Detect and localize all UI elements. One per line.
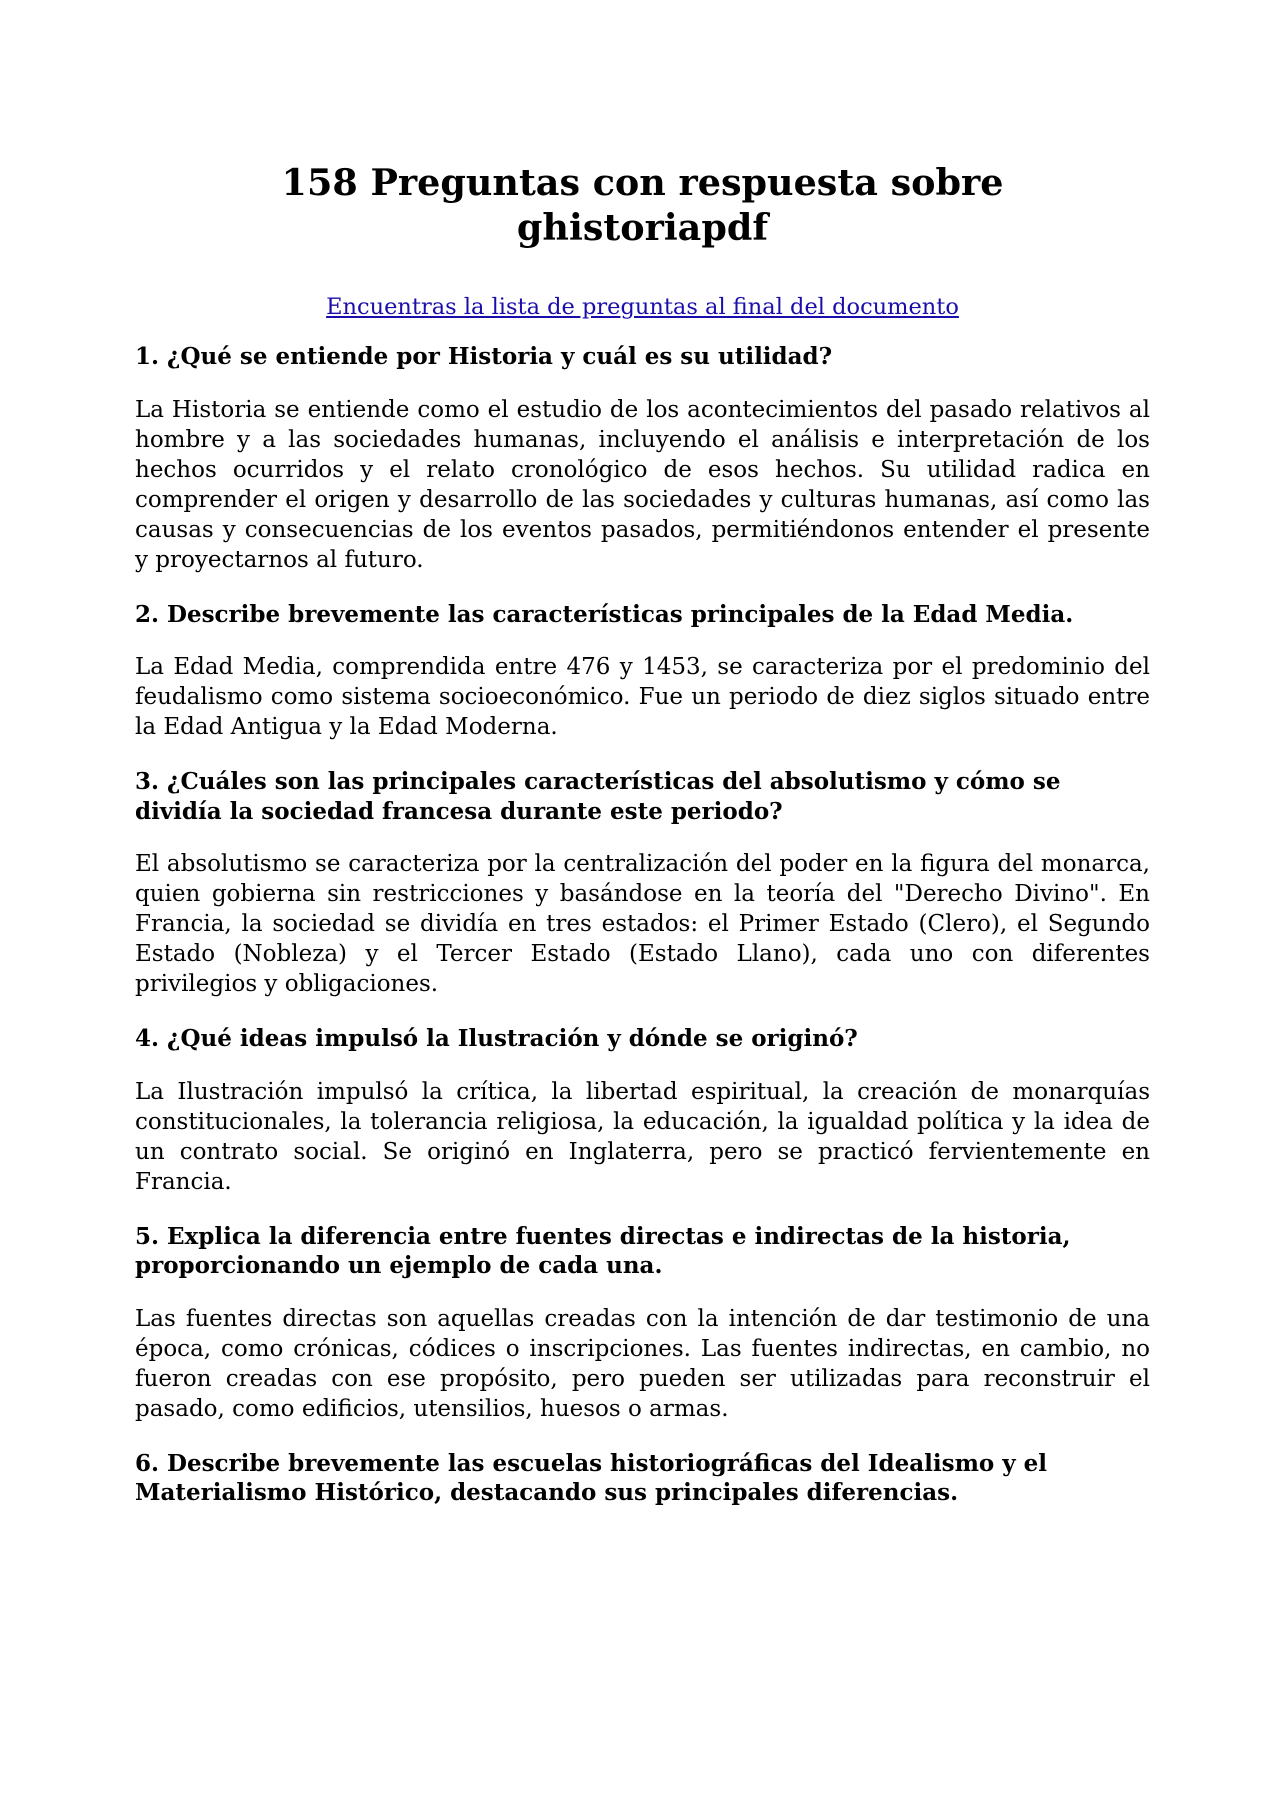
question-4: 4. ¿Qué ideas impulsó la Ilustración y dónde se originó? <box>135 1025 858 1052</box>
qa-item-5 <box>135 1222 1150 1424</box>
toc-link-container <box>135 292 1150 322</box>
question-1: 1. ¿Qué se entiende por Historia y cuál es su utilidad? <box>135 343 833 370</box>
question-2: 2. Describe brevemente las características principales de la Edad Media. <box>135 600 1074 628</box>
document-title <box>135 160 1150 250</box>
qa-item-3 <box>135 767 1150 999</box>
question-3: 3. ¿Cuáles son las principales características del absolutismo y cómo se dividía la sociedad francesa durante este periodo? <box>135 768 1061 825</box>
qa-item-6 <box>135 1449 1150 1508</box>
document-title-line-2: ghistoriapdf <box>516 206 769 249</box>
question-6: 6. Describe brevemente las escuelas historiográficas del Idealismo y el Materialismo Histórico, destacando sus principales diferencias. <box>135 1449 1047 1506</box>
question-5: 5. Explica la diferencia entre fuentes directas e indirectas de la historia, proporcionando un ejemplo de cada una. <box>135 1222 1071 1279</box>
answer-5: Las fuentes directas son aquellas creadas con la intención de dar testimonio de una época, como crónicas, códices o inscripciones. Las fuentes indirectas, en cambio, no fueron creadas con ese propósito, pero pueden ser utilizadas para reconstruir el pasado, como edificios, utensilios, huesos o armas. <box>135 1305 1150 1422</box>
answer-2: La Edad Media, comprendida entre 476 y 1453, se caracteriza por el predominio del feudalismo como sistema socioeconómico. Fue un periodo de diez siglos situado entre la Edad Antigua y la Edad Moderna. <box>135 654 1150 740</box>
document-page <box>135 160 1150 1508</box>
answer-4: La Ilustración impulsó la crítica, la libertad espiritual, la creación de monarquías constitucionales, la tolerancia religiosa, la educación, la igualdad política y la idea de un contrato social. Se originó en Inglaterra, pero se practicó fervientemente en Francia. <box>135 1078 1150 1195</box>
answer-3: El absolutismo se caracteriza por la centralización del poder en la figura del monarca, quien gobierna sin restricciones y basándose en la teoría del "Derecho Divino". En Francia, la sociedad se dividía en tres estados: el Primer Estado (Clero), el Segundo Estado (Nobleza) y el Tercer Estado (Estado Llano), cada uno con diferentes privilegios y obligaciones. <box>135 851 1150 997</box>
document-title-line-1: 158 Preguntas con respuesta sobre <box>281 161 1004 204</box>
qa-item-4 <box>135 1024 1150 1197</box>
qa-list <box>135 342 1150 1508</box>
qa-item-1 <box>135 342 1150 575</box>
qa-item-2 <box>135 600 1150 743</box>
answer-1: La Historia se entiende como el estudio de los acontecimientos del pasado relativos al hombre y a las sociedades humanas, incluyendo el análisis e interpretación de los hechos ocurridos y el relato cronológico de esos hechos. Su utilidad radica en comprender el origen y desarrollo de las sociedades y culturas humanas, así como las causas y consecuencias de los eventos pasados, permitiéndonos entender el presente y proyectarnos al futuro. <box>135 396 1150 573</box>
question-list-link[interactable]: Encuentras la lista de preguntas al final del documento <box>326 294 959 320</box>
